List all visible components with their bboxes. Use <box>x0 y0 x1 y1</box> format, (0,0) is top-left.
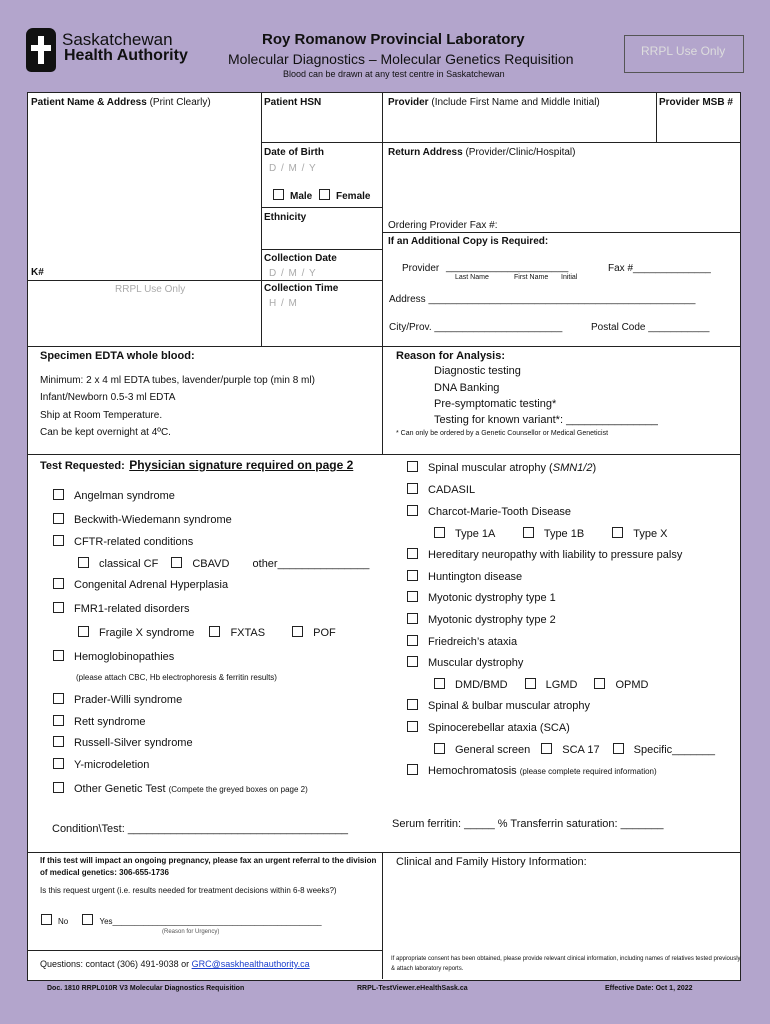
ethnicity-label: Ethnicity <box>264 212 307 223</box>
test-myotonic-2[interactable]: Myotonic dystrophy type 2 <box>407 613 556 626</box>
copy-provider-line[interactable]: ______________________ <box>446 262 569 273</box>
type-1a-checkbox[interactable] <box>434 527 445 538</box>
test-other-genetic[interactable]: Other Genetic Test (Compete the greyed boxes on page 2) <box>53 782 308 795</box>
reason-known-variant[interactable]: Testing for known variant*: _______________ <box>434 414 658 426</box>
test-cftr-options: classical CF CBAVD other_______________ <box>78 557 369 570</box>
footer-effective-date: Effective Date: Oct 1, 2022 <box>605 985 693 992</box>
copy-address-field[interactable]: Address ________________________________________________ <box>389 294 696 305</box>
specimen-title: Specimen EDTA whole blood: <box>40 350 195 362</box>
female-checkbox[interactable] <box>319 189 330 200</box>
test-requested-heading: Test Requested: Physician signature required on page 2 <box>40 458 354 472</box>
specimen-line4: Can be kept overnight at 4ºC. <box>40 427 171 438</box>
sha-logo-icon <box>26 28 56 72</box>
test-cmt[interactable]: Charcot-Marie-Tooth Disease <box>407 505 571 518</box>
return-address-label: Return Address (Provider/Clinic/Hospital) <box>388 147 576 158</box>
clinical-history-title: Clinical and Family History Information: <box>396 856 587 868</box>
copy-first-name-hint: First Name <box>514 274 549 281</box>
reason-dna-banking[interactable]: DNA Banking <box>434 382 500 394</box>
copy-fax-field[interactable]: Fax #______________ <box>608 263 711 274</box>
copy-last-name-hint: Last Name <box>455 274 489 281</box>
reason-diagnostic[interactable]: Diagnostic testing <box>434 365 521 377</box>
male-checkbox[interactable] <box>273 189 284 200</box>
test-cftr[interactable]: CFTR-related conditions <box>53 535 193 548</box>
pregnancy-note: If this test will impact an ongoing pregnancy, please fax an urgent referral to the division of medical genetics: 306-655-1736 <box>40 856 377 877</box>
dmd-bmd-checkbox[interactable] <box>434 678 445 689</box>
ordering-fax-label: Ordering Provider Fax #: <box>388 220 498 231</box>
collection-time-label: Collection Time <box>264 283 339 294</box>
pof-checkbox[interactable] <box>292 626 303 637</box>
urgent-reason-field[interactable]: Yes_______________________________________________ <box>99 917 322 926</box>
copy-initial-hint: Initial <box>561 274 578 281</box>
collection-date-label: Collection Date <box>264 253 337 264</box>
reason-title: Reason for Analysis: <box>396 350 506 362</box>
test-fmr1-options: Fragile X syndrome FXTAS POF <box>78 626 336 639</box>
type-x-checkbox[interactable] <box>612 527 623 538</box>
lgmd-checkbox[interactable] <box>525 678 536 689</box>
test-md-options: DMD/BMD LGMD OPMD <box>434 678 648 691</box>
test-huntington[interactable]: Huntington disease <box>407 570 522 583</box>
test-myotonic-1[interactable]: Myotonic dystrophy type 1 <box>407 591 556 604</box>
opmd-checkbox[interactable] <box>594 678 605 689</box>
test-sbma[interactable]: Spinal & bulbar muscular atrophy <box>407 699 590 712</box>
copy-city-field[interactable]: City/Prov. _______________________ <box>389 322 563 333</box>
urgent-question: Is this request urgent (i.e. results needed for treatment decisions within 6-8 weeks?) <box>40 886 337 895</box>
specific-checkbox[interactable] <box>613 743 624 754</box>
provider-label: Provider (Include First Name and Middle Initial) <box>388 97 600 108</box>
requisition-subtitle: Molecular Diagnostics – Molecular Genetics Requisition <box>228 51 574 67</box>
logo-line1: Saskatchewan <box>62 30 173 49</box>
questions-contact: Questions: contact (306) 491-9038 or GRC@saskhealthauthority.ca <box>40 959 310 969</box>
urgent-options: No Yes_______________________________________________ <box>41 914 322 926</box>
reason-presymptomatic[interactable]: Pre-symptomatic testing* <box>434 398 557 410</box>
test-cah[interactable]: Congenital Adrenal Hyperplasia <box>53 578 228 591</box>
provider-msb-label: Provider MSB # <box>659 97 733 108</box>
hemoglobin-note: (please attach CBC, Hb electrophoresis & ferritin results) <box>76 673 277 682</box>
test-angelman[interactable]: Angelman syndrome <box>53 489 175 502</box>
urgent-yes-checkbox[interactable] <box>82 914 93 925</box>
test-rett[interactable]: Rett syndrome <box>53 715 146 728</box>
reason-note: * Can only be ordered by a Genetic Counsellor or Medical Geneticist <box>396 430 609 437</box>
checkbox[interactable] <box>53 489 64 500</box>
rrpl-use-box: RRPL Use Only <box>624 35 744 73</box>
patient-name-label: Patient Name & Address (Print Clearly) <box>31 97 211 108</box>
dob-placeholder: D / M / Y <box>269 163 317 174</box>
collection-time-placeholder: H / M <box>269 298 298 309</box>
test-sca[interactable]: Spinocerebellar ataxia (SCA) <box>407 721 570 734</box>
test-hemochromatosis[interactable]: Hemochromatosis (please complete required information) <box>407 764 657 777</box>
general-screen-checkbox[interactable] <box>434 743 445 754</box>
patient-hsn-label: Patient HSN <box>264 97 322 108</box>
requisition-form <box>27 92 741 981</box>
test-friedreich[interactable]: Friedreich’s ataxia <box>407 635 517 648</box>
specimen-line2: Infant/Newborn 0.5-3 ml EDTA <box>40 392 176 403</box>
test-beckwith[interactable]: Beckwith-Wiedemann syndrome <box>53 513 232 526</box>
rrpl-use-only-label: RRPL Use Only <box>115 284 186 295</box>
test-hemoglobinopathies[interactable]: Hemoglobinopathies <box>53 650 174 663</box>
dob-label: Date of Birth <box>264 147 324 158</box>
test-prader-willi[interactable]: Prader-Willi syndrome <box>53 693 182 706</box>
copy-postal-field[interactable]: Postal Code ___________ <box>591 322 710 333</box>
k-number-label: K# <box>31 267 44 278</box>
test-cadasil[interactable]: CADASIL <box>407 483 475 496</box>
clinical-note: If appropriate consent has been obtained, please provide relevant clinical information, including names of relatives tested previously & attach laboratory reports. <box>391 956 741 972</box>
specimen-line1: Minimum: 2 x 4 ml EDTA tubes, lavender/purple top (min 8 ml) <box>40 375 315 386</box>
fxtas-checkbox[interactable] <box>209 626 220 637</box>
email-link[interactable]: GRC@saskhealthauthority.ca <box>191 959 310 969</box>
type-1b-checkbox[interactable] <box>523 527 534 538</box>
test-hnpp[interactable]: Hereditary neuropathy with liability to pressure palsy <box>407 548 682 561</box>
urgent-reason-hint: (Reason for Urgency) <box>162 929 220 935</box>
specimen-line3: Ship at Room Temperature. <box>40 410 163 421</box>
copy-provider-label: Provider <box>402 263 440 274</box>
footer-doc: Doc. 1810 RRPL010R V3 Molecular Diagnostics Requisition <box>47 985 245 992</box>
cbavd-checkbox[interactable] <box>171 557 182 568</box>
classical-cf-checkbox[interactable] <box>78 557 89 568</box>
test-muscular-dystrophy[interactable]: Muscular dystrophy <box>407 656 523 669</box>
test-cmt-options: Type 1A Type 1B Type X <box>434 527 668 540</box>
draw-note: Blood can be drawn at any test centre in Saskatchewan <box>283 69 505 79</box>
cftr-other-field[interactable]: other_______________ <box>252 558 370 570</box>
collection-date-placeholder: D / M / Y <box>269 268 317 279</box>
condition-test-field[interactable]: Condition\Test: ____________________________________ <box>52 823 349 835</box>
sex-checkboxes: Male Female <box>273 189 370 202</box>
footer-site[interactable]: RRPL-TestViewer.eHealthSask.ca <box>357 985 468 992</box>
lab-title: Roy Romanow Provincial Laboratory <box>262 31 525 48</box>
test-russell-silver[interactable]: Russell-Silver syndrome <box>53 736 193 749</box>
fragile-x-checkbox[interactable] <box>78 626 89 637</box>
additional-copy-label: If an Additional Copy is Required: <box>388 236 549 247</box>
logo-line2: Health Authority <box>64 47 188 64</box>
serum-ferritin-field[interactable]: Serum ferritin: _____ % Transferrin saturation: _______ <box>392 818 664 830</box>
test-y-microdeletion[interactable]: Y-microdeletion <box>53 758 149 771</box>
urgent-no-checkbox[interactable] <box>41 914 52 925</box>
test-sma[interactable]: Spinal muscular atrophy (SMN1/2) <box>407 461 596 474</box>
test-sca-options: General screen SCA 17 Specific_______ <box>434 743 715 756</box>
test-fmr1[interactable]: FMR1-related disorders <box>53 602 190 615</box>
sca17-checkbox[interactable] <box>541 743 552 754</box>
